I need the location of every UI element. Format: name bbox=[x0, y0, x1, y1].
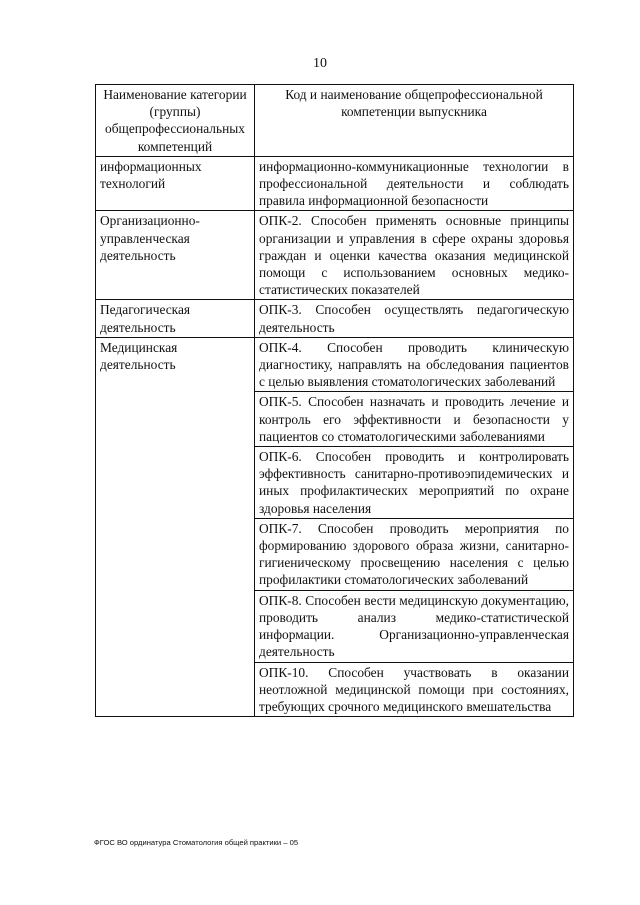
description-cell: ОПК-6. Способен проводить и контролировать эффективность санитарно-противоэпидемических и иных профилактических мероприятий по охране здоровья населения bbox=[255, 447, 574, 519]
description-cell: ОПК-5. Способен назначать и проводить лечение и контроль его эффективности и безопасности у пациентов со стоматологическими заболеваниями bbox=[255, 392, 574, 447]
description-cell: ОПК-4. Способен проводить клиническую диагностику, направлять на обследования пациентов с целью выявления стоматологических заболеваний bbox=[255, 337, 574, 392]
category-cell: Организационно-управленческая деятельность bbox=[96, 211, 255, 300]
category-cell: Медицинская деятельность bbox=[96, 337, 255, 716]
description-cell: ОПК-10. Способен участвовать в оказании неотложной медицинской помощи при состояниях, требующих срочного медицинского вмешательства bbox=[255, 662, 574, 717]
description-cell: ОПК-8. Способен вести медицинскую документацию, проводить анализ медико-статистической информации. Организационно-управленческая деятельность bbox=[255, 590, 574, 662]
header-category-cell: Наименование категории (группы) общепрофессиональных компетенций bbox=[96, 85, 255, 157]
description-cell: ОПК-2. Способен применять основные принципы организации и управления в сфере охраны здоровья граждан и оценки качества оказания медицинской помощи с использованием основных медико-статистических показателей bbox=[255, 211, 574, 300]
competencies-table bbox=[95, 84, 574, 717]
description-cell: ОПК-7. Способен проводить мероприятия по формированию здорового образа жизни, санитарно-гигиеническому просвещению населения с целью профилактики стоматологических заболеваний bbox=[255, 518, 574, 590]
table-row bbox=[96, 211, 574, 300]
description-cell: информационно-коммуникационные технологии в профессиональной деятельности и соблюдать правила информационной безопасности bbox=[255, 156, 574, 211]
category-cell: информационных технологий bbox=[96, 156, 255, 211]
table-row bbox=[96, 156, 574, 211]
table-row bbox=[96, 337, 574, 392]
page-number: 10 bbox=[313, 56, 327, 71]
table-row bbox=[96, 300, 574, 337]
header-code-cell: Код и наименование общепрофессиональной компетенции выпускника bbox=[255, 85, 574, 157]
footer-text: ФГОС ВО ординатура Стоматология общей практики – 05 bbox=[94, 838, 299, 847]
table-header-row bbox=[96, 85, 574, 157]
category-cell: Педагогическая деятельность bbox=[96, 300, 255, 337]
description-cell: ОПК-3. Способен осуществлять педагогическую деятельность bbox=[255, 300, 574, 337]
